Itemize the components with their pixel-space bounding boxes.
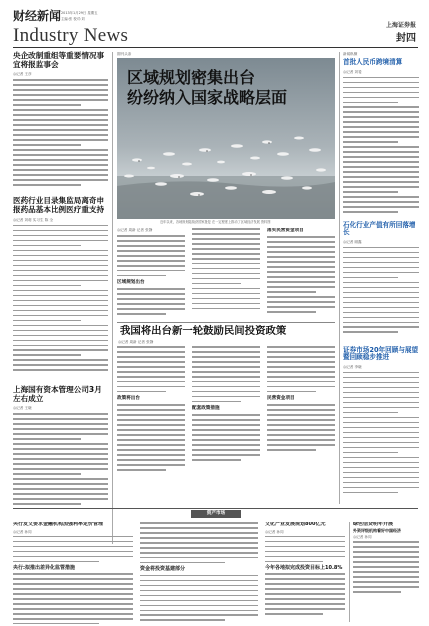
subheading: 配套政策措施 bbox=[192, 405, 220, 411]
article-body bbox=[343, 247, 419, 342]
main-headline: 我国将出台新一轮鼓励民间投资政策 bbox=[120, 325, 287, 337]
subheading: 区域规划出台 bbox=[117, 279, 145, 285]
bottom-col-4 bbox=[353, 522, 419, 624]
main-article bbox=[117, 346, 335, 506]
column-label: 新闻纵横 bbox=[343, 52, 358, 56]
article-byline: ◎记者 顾鑫 bbox=[343, 239, 362, 244]
article-body bbox=[343, 77, 419, 217]
article-byline: ◎记者 孙同 bbox=[353, 535, 372, 540]
left-column bbox=[13, 52, 108, 504]
article-byline: ◎记者 王晓 bbox=[13, 406, 32, 411]
subheading: 民营资金项目 bbox=[267, 395, 295, 401]
article-column bbox=[192, 346, 260, 464]
bottom-col-3 bbox=[265, 522, 345, 624]
article-title: 绿色信贷明年开展 bbox=[353, 522, 394, 527]
section-title: Industry News bbox=[13, 25, 129, 46]
banner-label: 资产市场 bbox=[191, 510, 241, 518]
brand: 上海证券报 bbox=[385, 22, 416, 29]
lead-article bbox=[117, 228, 335, 320]
bottom-banner bbox=[13, 510, 418, 518]
article-byline: ◎记者 李晓 bbox=[343, 364, 362, 369]
article-title: 央行发文要求金融机构加强利率定价管理 bbox=[13, 522, 104, 527]
paper-name: 财经新闻 bbox=[13, 9, 62, 23]
lead-photo bbox=[117, 58, 335, 219]
article-title: 医药行业目录集监局离奇申报药品基本比例医疗重支持 bbox=[13, 196, 105, 215]
article-column bbox=[192, 228, 260, 313]
article-title: 上海国有资本管理公司3月左右成立 bbox=[13, 384, 102, 403]
page-number: 封四 bbox=[396, 33, 416, 44]
column-divider bbox=[349, 522, 350, 622]
subheading: 落实民营资金项目 bbox=[267, 228, 304, 233]
subheading: 政策将出台 bbox=[117, 395, 140, 401]
article-body bbox=[343, 372, 419, 504]
article-body bbox=[13, 79, 108, 191]
article-column bbox=[267, 228, 335, 316]
column-divider bbox=[339, 52, 340, 504]
article-byline: ◎记者 刘莉 实习生 陈 全 bbox=[13, 217, 54, 222]
article-byline: ◎记者 刘斐 bbox=[343, 69, 362, 74]
article-subtitle: 外资评级机构看好中国经济 bbox=[353, 527, 401, 533]
photo-caption: 近年以来，各地规划陆续获国家批复 在一定程度上推动了区域经济发展 资料图 bbox=[160, 220, 271, 224]
right-column bbox=[343, 52, 419, 504]
column-divider bbox=[112, 52, 113, 544]
masthead-rule bbox=[13, 47, 418, 48]
article-column bbox=[267, 346, 335, 454]
article-title: 今年各地拟完成投资目标上10.8% bbox=[265, 564, 343, 571]
top-label: 期刊头条 bbox=[117, 52, 132, 56]
masthead-date: 2013年1月29日 星期五 bbox=[61, 11, 98, 15]
article-title: 央企改制重组等重要情况事宜将报监事会 bbox=[13, 51, 105, 69]
masthead bbox=[13, 6, 418, 46]
article-byline: ◎记者 王彦 bbox=[13, 72, 32, 77]
article-column bbox=[117, 346, 185, 474]
bottom-col-2 bbox=[140, 522, 258, 624]
article-byline: ◎记者 孙同 bbox=[13, 529, 32, 534]
bottom-col-1 bbox=[13, 522, 133, 624]
lead-headline: 区域规划密集出台 纷纷纳入国家战略层面 bbox=[127, 68, 288, 107]
article-title: 文化产业发展规划800亿元 bbox=[265, 522, 326, 527]
article-body bbox=[13, 225, 108, 380]
section-rule bbox=[117, 322, 335, 323]
article-title: 证券市场20年回顾与展望暨回顾稳步推进 bbox=[343, 345, 419, 362]
bottom-rule bbox=[13, 508, 418, 509]
article-title: 首批人民币跨境清算 bbox=[343, 58, 403, 66]
article-title: 央行:拟推出差异化监管措施 bbox=[13, 564, 76, 571]
article-byline: ◎记者 周新 记者 张静 bbox=[118, 340, 154, 344]
article-byline: ◎记者 孙同 bbox=[265, 529, 284, 534]
article-byline: ◎记者 周新 记者 张静 bbox=[117, 228, 153, 232]
article-body bbox=[13, 413, 108, 513]
masthead-editor: 主编:张 校对:刘 bbox=[61, 17, 85, 21]
article-title: 石化行业产值有所回落增长 bbox=[343, 220, 416, 237]
article-title: 资金将投资基建部分 bbox=[140, 565, 186, 572]
article-column bbox=[117, 228, 185, 318]
